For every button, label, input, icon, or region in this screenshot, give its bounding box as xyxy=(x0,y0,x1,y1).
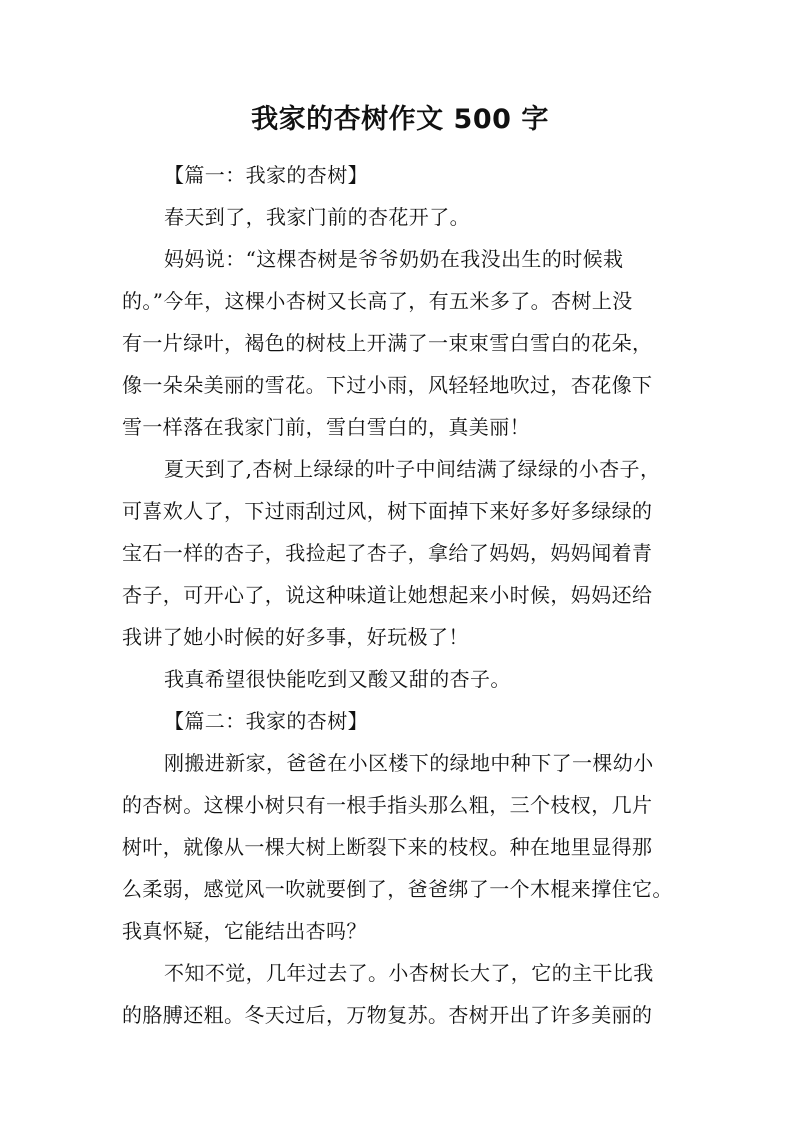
document-body xyxy=(122,154,678,1036)
paragraph-line: 宝石一样的杏子，我捡起了杏子，拿给了妈妈，妈妈闻着青 xyxy=(122,541,653,565)
paragraph-line: 的胳膊还粗。冬天过后，万物复苏。杏树开出了许多美丽的 xyxy=(122,1003,653,1027)
paragraph-line: 可喜欢人了，下过雨刮过风，树下面掉下来好多好多绿绿的 xyxy=(122,499,653,523)
document-title: 我家的杏树作文 500 字 xyxy=(251,104,549,135)
paragraph-line: 有一片绿叶，褐色的树枝上开满了一束束雪白雪白的花朵， xyxy=(122,331,653,355)
paragraph-line: 夏天到了,杏树上绿绿的叶子中间结满了绿绿的小杏子， xyxy=(164,457,661,481)
paragraph-line: 的。”今年，这棵小杏树又长高了，有五米多了。杏树上没 xyxy=(122,289,633,313)
paragraph-line: 刚搬进新家，爸爸在小区楼下的绿地中种下了一棵幼小 xyxy=(164,751,654,775)
paragraph-line: 我真怀疑，它能结出杏吗？ xyxy=(122,919,367,943)
paragraph-line: 杏子，可开心了，说这种味道让她想起来小时候，妈妈还给 xyxy=(122,583,653,607)
section-heading-2: 【篇二：我家的杏树】 xyxy=(164,709,368,733)
paragraph-line: 雪一样落在我家门前，雪白雪白的，真美丽！ xyxy=(122,415,530,439)
paragraph-line: 我真希望很快能吃到又酸又甜的杏子。 xyxy=(164,667,511,691)
paragraph-line: 树叶，就像从一棵大树上断裂下来的枝杈。种在地里显得那 xyxy=(122,835,653,859)
paragraph-line: 不知不觉，几年过去了。小杏树长大了，它的主干比我 xyxy=(164,961,654,985)
paragraph-line: 春天到了，我家门前的杏花开了。 xyxy=(164,205,470,229)
paragraph-line: 我讲了她小时候的好多事，好玩极了！ xyxy=(122,625,469,649)
paragraph-line: 么柔弱，感觉风一吹就要倒了，爸爸绑了一个木棍来撑住它。 xyxy=(122,877,673,901)
paragraph-line: 的杏树。这棵小树只有一根手指头那么粗，三个枝杈，几片 xyxy=(122,793,653,817)
paragraph-line: 像一朵朵美丽的雪花。下过小雨，风轻轻地吹过，杏花像下 xyxy=(122,373,653,397)
section-heading-1: 【篇一：我家的杏树】 xyxy=(164,163,368,187)
paragraph-line: 妈妈说：“这棵杏树是爷爷奶奶在我没出生的时候栽 xyxy=(164,247,624,271)
